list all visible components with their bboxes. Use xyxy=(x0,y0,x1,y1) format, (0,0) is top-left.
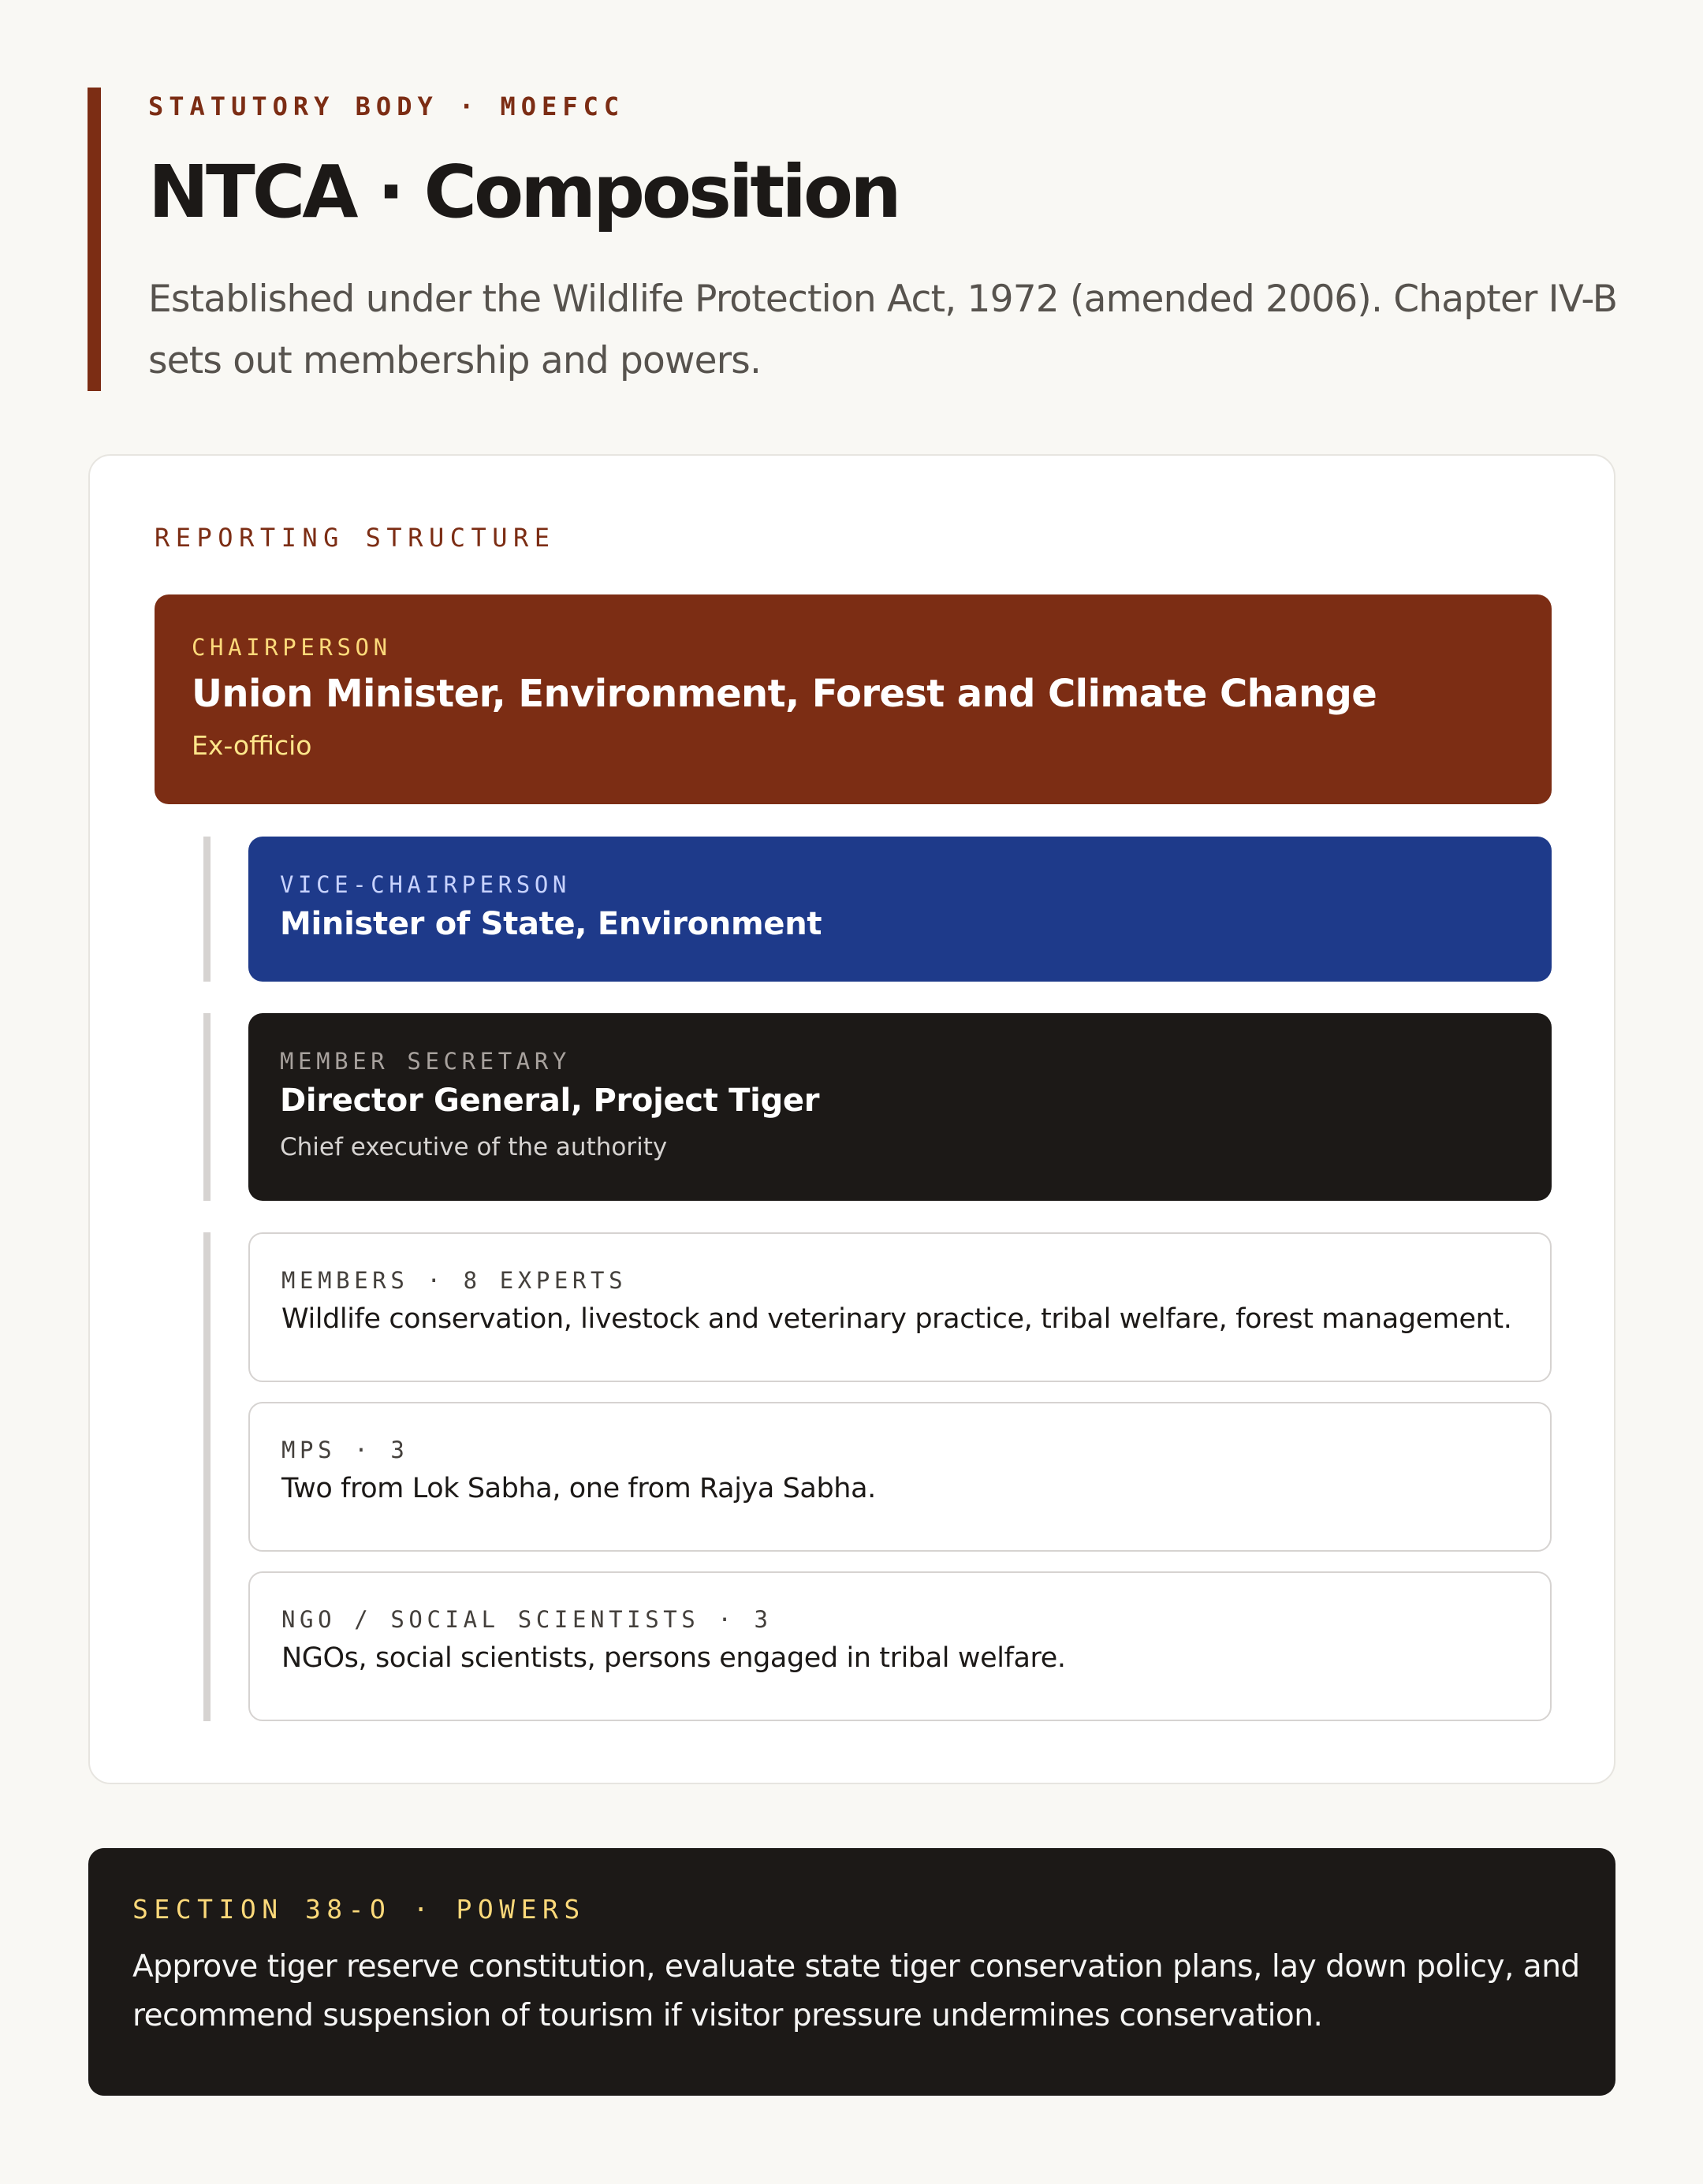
powers-text: Approve tiger reserve constitution, evaluate state tiger conservation plans, lay down policy, and recommend suspension of tourism if visitor pressure undermines conservation. xyxy=(132,1949,1580,2033)
vice-chairperson-title: Minister of State, Environment xyxy=(280,906,822,942)
member-secretary-title: Director General, Project Tiger xyxy=(280,1083,820,1119)
members-ngo-node xyxy=(248,1571,1552,1721)
members-experts-node xyxy=(248,1232,1552,1382)
connector-line xyxy=(203,837,211,982)
connector-line xyxy=(203,1013,211,1201)
section-label: REPORTING STRUCTURE xyxy=(155,523,556,553)
member-group-role: MPS · 3 xyxy=(281,1437,409,1463)
member-secretary-role: MEMBER SECRETARY xyxy=(280,1048,571,1075)
powers-panel xyxy=(88,1848,1615,2096)
member-secretary-node xyxy=(248,1013,1552,1201)
page-title: NTCA · Composition xyxy=(148,150,899,234)
vice-chairperson-node xyxy=(248,837,1552,982)
chairperson-note: Ex-officio xyxy=(192,730,312,761)
page-description: Established under the Wildlife Protection Act, 1972 (amended 2006). Chapter IV-B sets out membership and powers. xyxy=(148,278,1618,382)
vice-chairperson-role: VICE-CHAIRPERSON xyxy=(280,871,571,898)
member-group-role: NGO / SOCIAL SCIENTISTS · 3 xyxy=(281,1606,773,1633)
chairperson-role: CHAIRPERSON xyxy=(192,634,392,661)
members-mps-node xyxy=(248,1402,1552,1552)
member-secretary-note: Chief executive of the authority xyxy=(280,1133,668,1161)
eyebrow-label: STATUTORY BODY · MOEFCC xyxy=(148,91,625,121)
chairperson-title: Union Minister, Environment, Forest and Climate Change xyxy=(192,672,1377,716)
member-group-role: MEMBERS · 8 EXPERTS xyxy=(281,1267,628,1294)
page-header xyxy=(88,88,1625,391)
chairperson-node xyxy=(155,594,1552,804)
member-group-description: Wildlife conservation, livestock and veterinary practice, tribal welfare, forest management. xyxy=(281,1303,1512,1335)
member-group-description: Two from Lok Sabha, one from Rajya Sabha. xyxy=(281,1473,876,1504)
powers-label: SECTION 38-O · POWERS xyxy=(132,1894,586,1925)
member-group-description: NGOs, social scientists, persons engaged in tribal welfare. xyxy=(281,1642,1066,1674)
reporting-structure-card xyxy=(88,454,1615,1784)
connector-line xyxy=(203,1232,211,1721)
